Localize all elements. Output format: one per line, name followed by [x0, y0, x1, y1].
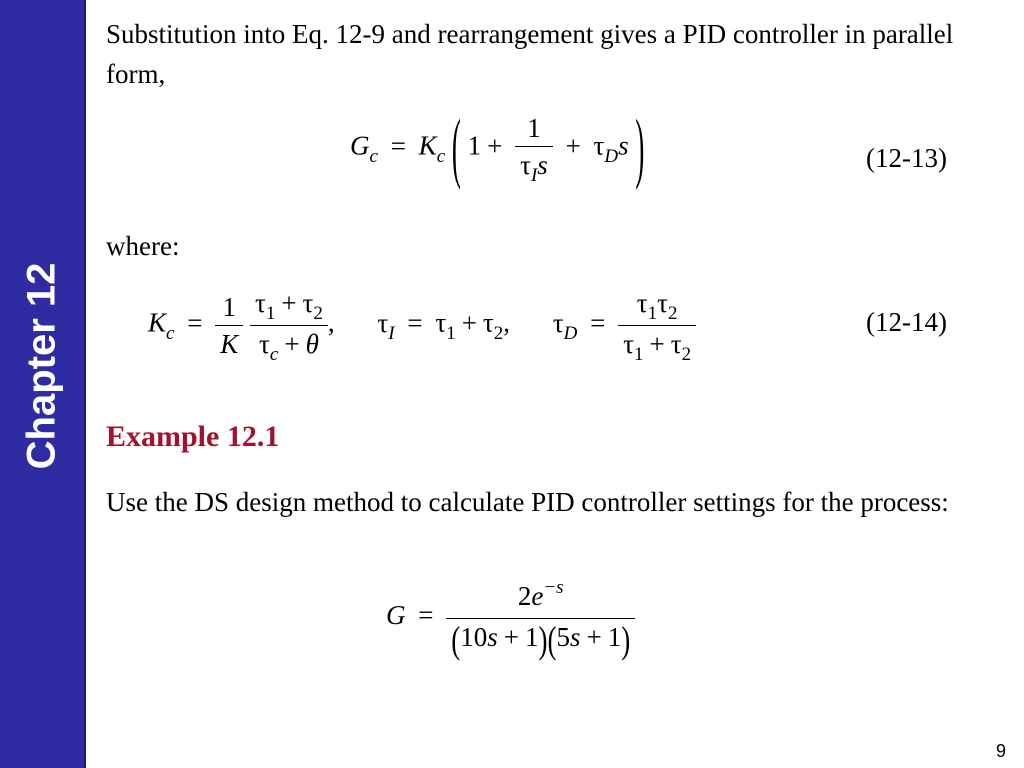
eq-subscript: 2	[313, 303, 323, 324]
fraction-numerator: 1	[215, 289, 243, 326]
equation-number-12-13: (12-13)	[866, 143, 947, 173]
right-paren: )	[635, 103, 645, 191]
fraction-denominator: $\tau_c + \theta$	[259, 329, 319, 365]
eq-subscript: D	[604, 145, 619, 167]
chapter-label: Chapter 12	[19, 262, 64, 470]
left-paren: (	[451, 103, 461, 191]
tau-symbol: τ	[593, 130, 605, 161]
eq-term: 10	[460, 622, 488, 652]
eq-symbol: K	[148, 307, 167, 338]
eq-subscript: c	[436, 145, 446, 167]
fraction-numerator: $\tau_1 + \tau_2$	[250, 285, 328, 326]
eq-term: 2	[517, 581, 532, 611]
example-paragraph: Use the DS design method to calculate PID controller settings for the process:	[106, 487, 949, 517]
eq-subscript: c	[369, 145, 378, 167]
eq-subscript: c	[269, 344, 279, 365]
eq-symbol: s	[537, 150, 548, 180]
eq-term: 1	[607, 622, 622, 652]
tau-symbol: τ	[657, 288, 668, 318]
tau-symbol: τ	[377, 307, 389, 338]
eq-subscript: I	[530, 165, 538, 186]
eq-term: 1	[524, 622, 539, 652]
equation-12-13: $G_c = K_c$ ( 1 + $\frac{1}{\tau_Is}$ + $\tau_Ds$ )	[350, 110, 644, 187]
fraction-denominator	[515, 147, 553, 187]
where-label: where:	[106, 231, 180, 261]
eq-symbol: s	[569, 622, 581, 652]
intro-paragraph: Substitution into Eq. 12-9 and rearrangement gives a PID controller in parallel form,	[106, 19, 954, 89]
tau-symbol: τ	[520, 150, 531, 180]
eq-symbol: s	[618, 130, 629, 161]
fraction-numerator: 1	[515, 110, 553, 147]
equation-number-12-14: (12-14)	[866, 307, 947, 337]
fraction-denominator: K	[220, 329, 239, 359]
eq-symbol: K	[418, 130, 437, 161]
fraction-denominator: (10s + 1)(5s + 1)	[451, 618, 631, 661]
eq-symbol: e	[531, 581, 544, 611]
fraction	[215, 289, 243, 362]
eq-subscript: D	[563, 322, 578, 344]
fraction	[250, 285, 328, 366]
example-title: Example 12.1	[106, 420, 280, 453]
tau-symbol: τ	[670, 329, 682, 359]
eq-subscript: 1	[633, 344, 644, 365]
tau-symbol: τ	[302, 288, 314, 318]
tau-symbol: τ	[259, 329, 270, 359]
fraction	[446, 577, 635, 661]
eq-subscript: 2	[681, 344, 692, 365]
eq-subscript: I	[388, 322, 395, 344]
tau-symbol: τ	[482, 307, 494, 338]
sidebar	[0, 0, 86, 768]
eq-subscript: 2	[493, 322, 504, 344]
eq-symbol: G	[386, 600, 406, 631]
equation-12-14: $K_c$ = $\frac{1}{K}$ $\frac{\tau_1 + \tau_2}{\tau_c + \theta}$ , $\tau_I = \tau_1 + \tau_2$, $\tau_D$ = $\frac{\tau_1\tau_2}{\tau_1 + \tau_2}$	[148, 285, 696, 366]
eq-subscript: c	[166, 322, 175, 344]
process-equation: G = $\frac{2e^{-s}}{(10s + 1)(5s + 1)}$	[386, 578, 635, 658]
eq-term: 1	[467, 130, 482, 161]
fraction-denominator: $\tau_1 + \tau_2$	[623, 329, 692, 365]
tau-symbol: τ	[552, 307, 564, 338]
eq-subscript: 1	[446, 322, 456, 344]
eq-term: 5	[556, 622, 570, 652]
fraction	[618, 285, 696, 366]
fraction-numerator	[446, 578, 635, 619]
eq-subscript: 2	[667, 303, 678, 324]
fraction	[515, 110, 553, 187]
eq-subscript: 1	[265, 303, 276, 324]
tau-symbol: τ	[435, 307, 447, 338]
eq-subscript: 1	[647, 303, 658, 324]
page-number: 9	[995, 741, 1006, 761]
tau-symbol: τ	[254, 288, 266, 318]
theta-symbol: θ	[305, 329, 319, 359]
fraction-numerator	[618, 285, 696, 326]
eq-superscript: −s	[543, 577, 564, 598]
tau-symbol: τ	[636, 288, 648, 318]
tau-symbol: τ	[623, 329, 634, 359]
eq-symbol: s	[487, 622, 498, 652]
eq-symbol: G	[350, 130, 370, 161]
